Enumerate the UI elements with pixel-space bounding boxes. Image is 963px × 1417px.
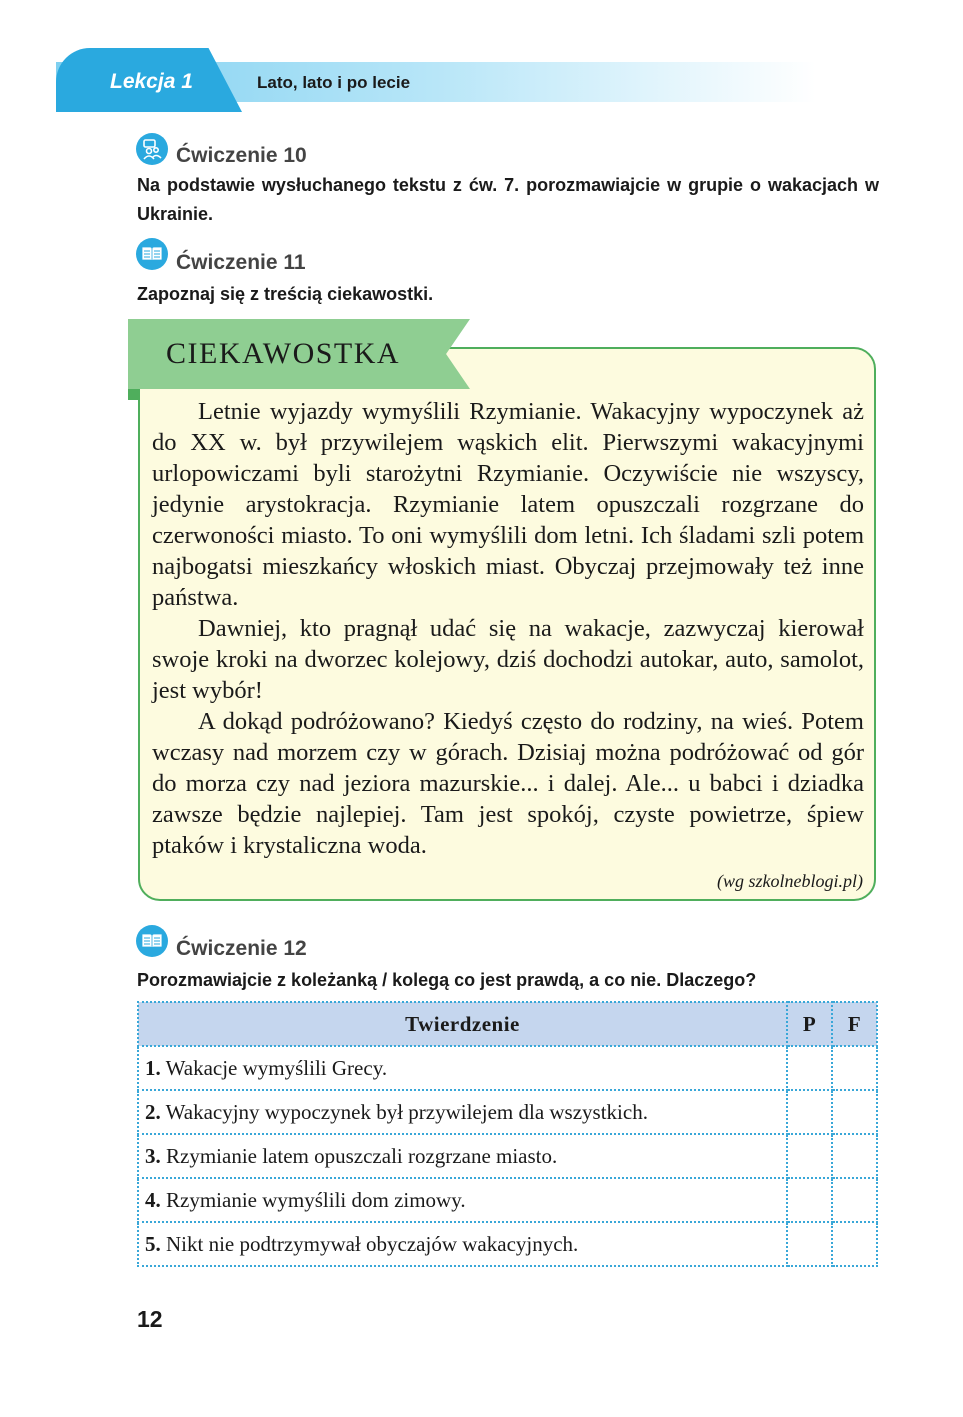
- statement-number: 4.: [145, 1187, 161, 1212]
- true-answer-cell[interactable]: [787, 1178, 832, 1222]
- false-answer-cell[interactable]: [832, 1046, 877, 1090]
- table-row: [138, 1222, 877, 1266]
- fact-banner-fold: [128, 389, 140, 400]
- fact-source: (wg szkolneblogi.pl): [717, 871, 863, 891]
- false-answer-cell[interactable]: [832, 1178, 877, 1222]
- header-false: F: [832, 1002, 877, 1046]
- statement-cell: [138, 1134, 787, 1178]
- statement-text: Wakacyjny wypoczynek był przywilejem dla wszystkich.: [165, 1099, 648, 1124]
- statement-number: 1.: [145, 1055, 161, 1080]
- page-number: 12: [137, 1306, 163, 1332]
- statement-cell: [138, 1178, 787, 1222]
- true-answer-cell[interactable]: [787, 1046, 832, 1090]
- false-answer-cell[interactable]: [832, 1090, 877, 1134]
- exercise-12-instruction: Porozmawiajcie z koleżanką / kolegą co jest prawdą, a co nie. Dlaczego?: [137, 970, 757, 990]
- true-answer-cell[interactable]: [787, 1134, 832, 1178]
- exercise-10-title: Ćwiczenie 10: [176, 144, 307, 167]
- statement-number: 3.: [145, 1143, 161, 1168]
- header-true: P: [787, 1002, 832, 1046]
- statement-text: Rzymianie latem opuszczali rozgrzane miasto.: [166, 1143, 558, 1168]
- statement-cell: [138, 1090, 787, 1134]
- group-discussion-icon: [136, 133, 168, 165]
- statements-table: [137, 1001, 878, 1267]
- table-row: [138, 1134, 877, 1178]
- exercise-10-instruction: Na podstawie wysłuchanego tekstu z ćw. 7. porozmawiajcie w grupie o wakacjach w Ukrainie.: [137, 175, 879, 224]
- true-answer-cell[interactable]: [787, 1090, 832, 1134]
- table-header-row: [138, 1002, 877, 1046]
- fact-text: [152, 396, 864, 861]
- table-row: [138, 1090, 877, 1134]
- exercise-11-title: Ćwiczenie 11: [176, 251, 306, 274]
- lesson-title: Lato, lato i po lecie: [257, 73, 411, 92]
- false-answer-cell[interactable]: [832, 1222, 877, 1266]
- statement-cell: [138, 1046, 787, 1090]
- fact-paragraph-2: Dawniej, kto pragnął udać się na wakacje, zazwyczaj kierował swoje kroki na dworzec kolejowy, dziś dochodzi autokar, auto, samolot, jest wybór!: [152, 615, 864, 704]
- lesson-label: Lekcja 1: [110, 70, 193, 93]
- true-answer-cell[interactable]: [787, 1222, 832, 1266]
- table-row: [138, 1178, 877, 1222]
- statement-number: 5.: [145, 1231, 161, 1256]
- book-icon: [136, 925, 168, 957]
- exercise-11-instruction: Zapoznaj się z treścią ciekawostki.: [137, 284, 434, 304]
- book-icon: [136, 238, 168, 270]
- table-row: [138, 1046, 877, 1090]
- fact-paragraph-3: A dokąd podróżowano? Kiedyś często do rodziny, na wieś. Potem wczasy nad morzem czy w górach. Dzisiaj można podróżować od gór do morza czy nad jeziora mazurskie... i dalej. Ale... u babci i dziadka zawsze będzie najlepiej. Tam jest spokój, czyste powietrze, śpiew ptaków i krystaliczna woda.: [152, 708, 864, 859]
- header-statement: Twierdzenie: [138, 1002, 787, 1046]
- fact-paragraph-1: Letnie wyjazdy wymyślili Rzymianie. Wakacyjny wypoczynek aż do XX w. był przywilejem wąskich elit. Pierwszymi wakacyjnymi urlopowiczami byli starożytni Rzymianie. Oczywiście nie wszyscy, jedynie arystokracja. Rzymianie latem opuszczali rozgrzane do czerwoności miasto. To oni wymyślili dom letni. Ich śladami szli potem najbogatsi mieszkańcy włoskich miast. Obyczaj przejmowały też inne państwa.: [152, 398, 864, 611]
- statement-text: Rzymianie wymyślili dom zimowy.: [166, 1187, 466, 1212]
- statement-number: 2.: [145, 1099, 161, 1124]
- exercise-12-title: Ćwiczenie 12: [176, 937, 307, 960]
- fact-heading: CIEKAWOSTKA: [166, 337, 401, 370]
- statement-cell: [138, 1222, 787, 1266]
- statement-text: Wakacje wymyślili Grecy.: [165, 1055, 388, 1080]
- false-answer-cell[interactable]: [832, 1134, 877, 1178]
- statement-text: Nikt nie podtrzymywał obyczajów wakacyjnych.: [166, 1231, 579, 1256]
